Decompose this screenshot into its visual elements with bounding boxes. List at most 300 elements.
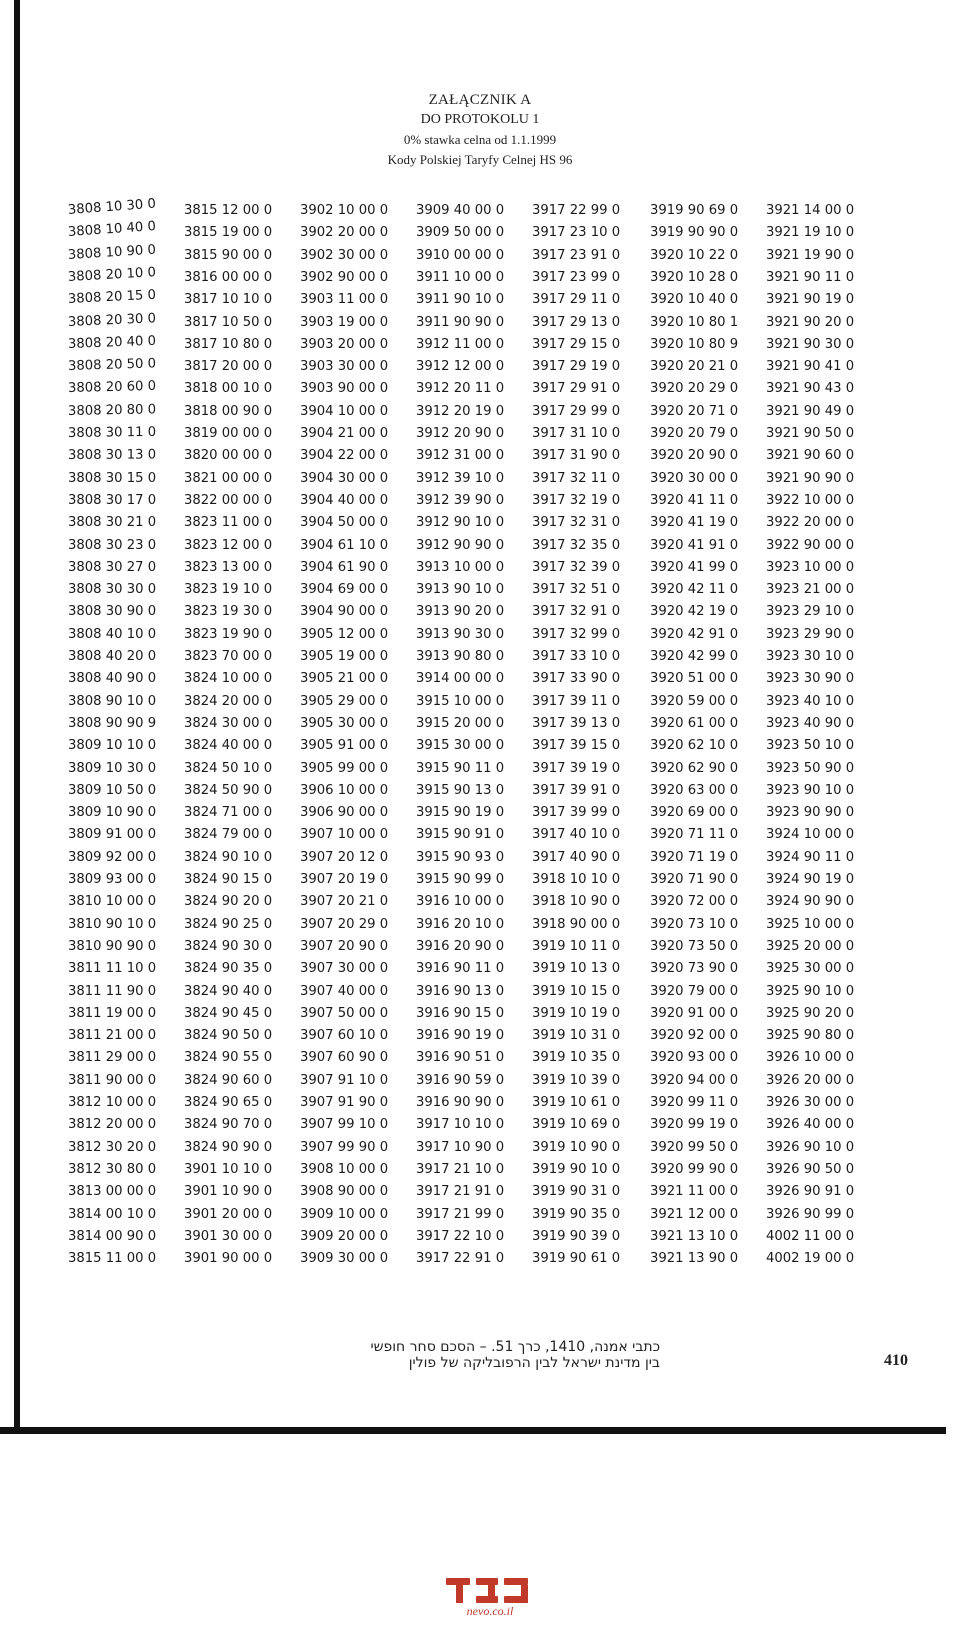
tariff-code: 3811 19 00 0 (68, 1005, 157, 1021)
tariff-code: 3907 20 12 0 (300, 849, 389, 865)
tariff-code: 3917 29 99 0 (532, 403, 621, 419)
tariff-code: 3920 42 11 0 (650, 582, 739, 598)
tariff-code: 3926 90 91 0 (766, 1184, 855, 1200)
tariff-code: 3823 70 00 0 (184, 649, 273, 664)
tariff-code: 3919 90 61 0 (532, 1251, 621, 1267)
tariff-code: 3917 31 10 0 (532, 426, 621, 441)
tariff-code: 3917 32 35 0 (532, 537, 621, 553)
tariff-code: 3908 10 00 0 (300, 1161, 389, 1177)
tariff-code: 3809 10 10 0 (68, 738, 157, 754)
tariff-code: 3922 90 00 0 (766, 537, 855, 553)
tariff-code: 3920 71 90 0 (650, 872, 739, 887)
tariff-code: 3808 10 40 0 (67, 219, 157, 241)
tariff-code: 3920 71 19 0 (650, 849, 739, 865)
tariff-code: 3917 21 99 0 (416, 1206, 505, 1222)
tariff-code: 3916 20 10 0 (416, 916, 505, 932)
tariff-code: 3911 90 10 0 (416, 292, 505, 308)
tariff-code: 3823 12 00 0 (184, 537, 273, 553)
tariff-code: 3808 20 15 0 (67, 287, 157, 308)
tariff-code: 3926 90 10 0 (766, 1139, 855, 1155)
tariff-code: 3905 12 00 0 (300, 626, 389, 642)
tariff-code: 3824 90 15 0 (184, 872, 273, 887)
tariff-code: 3808 30 17 0 (68, 492, 157, 508)
tariff-code: 3810 90 10 0 (68, 916, 157, 932)
tariff-code: 3917 39 11 0 (532, 693, 621, 709)
nevo-logo[interactable] (438, 1570, 538, 1620)
tariff-code: 3920 94 00 0 (650, 1072, 739, 1088)
tariff-code: 3824 71 00 0 (184, 805, 273, 821)
tariff-code: 3926 90 99 0 (766, 1206, 855, 1222)
tariff-code: 3903 19 00 0 (300, 314, 389, 330)
tariff-code: 3905 19 00 0 (300, 649, 389, 664)
tariff-code: 3920 20 79 0 (650, 426, 739, 441)
tariff-code: 3917 29 11 0 (532, 292, 621, 308)
tariff-code: 3817 10 50 0 (184, 314, 273, 330)
tariff-code: 3915 90 13 0 (416, 782, 505, 798)
tariff-code: 3919 10 15 0 (532, 983, 621, 999)
tariff-code: 3917 39 99 0 (532, 805, 621, 821)
tariff-code: 3923 30 90 0 (766, 671, 855, 687)
tariff-code: 3824 90 50 0 (184, 1028, 273, 1044)
tariff-code: 3907 30 00 0 (300, 961, 389, 977)
tariff-code: 3921 90 49 0 (766, 403, 855, 419)
tariff-code: 3923 29 90 0 (766, 626, 855, 642)
tariff-code: 3920 99 50 0 (650, 1139, 739, 1155)
tariff-code: 3920 61 00 0 (650, 715, 739, 731)
tariff-code: 3817 10 80 0 (184, 336, 273, 352)
tariff-code: 3919 10 39 0 (532, 1072, 621, 1088)
tariff-code: 3824 90 25 0 (184, 916, 273, 932)
tariff-code: 3910 00 00 0 (416, 247, 505, 263)
tariff-code: 3917 22 10 0 (416, 1228, 505, 1244)
tariff-code: 3904 22 00 0 (300, 448, 389, 464)
tariff-code: 3902 90 00 0 (300, 269, 389, 285)
tariff-code: 3917 29 91 0 (532, 381, 621, 397)
tariff-code: 3901 10 10 0 (184, 1161, 273, 1177)
tariff-code: 3905 91 00 0 (300, 738, 389, 754)
tariff-code: 3903 90 00 0 (300, 381, 389, 397)
tariff-code: 3912 90 10 0 (416, 515, 505, 531)
tariff-code: 3921 11 00 0 (650, 1184, 739, 1200)
tariff-code: 3905 29 00 0 (300, 693, 389, 709)
tariff-code: 3917 31 90 0 (532, 448, 621, 464)
tariff-code: 3919 90 10 0 (532, 1161, 621, 1177)
tariff-code: 3811 11 90 0 (68, 983, 157, 999)
tariff-code: 3907 91 90 0 (300, 1095, 389, 1110)
tariff-code: 3808 40 90 0 (68, 671, 157, 687)
tariff-code: 3916 20 90 0 (416, 938, 505, 954)
tariff-code: 3923 90 90 0 (766, 805, 855, 821)
tariff-code: 3915 10 00 0 (416, 693, 505, 709)
tariff-code: 3920 73 10 0 (650, 916, 739, 932)
tariff-code: 3912 90 90 0 (416, 537, 505, 553)
tariff-code: 3925 90 20 0 (766, 1005, 855, 1021)
tariff-code: 3808 20 80 0 (67, 402, 157, 419)
tariff-code: 3824 90 10 0 (184, 849, 273, 865)
tariff-code: 3815 19 00 0 (184, 225, 273, 241)
tariff-code: 3921 90 19 0 (766, 292, 855, 308)
tariff-code: 3921 19 10 0 (766, 225, 855, 241)
tariff-code: 3922 20 00 0 (766, 515, 855, 531)
tariff-code: 3820 00 00 0 (184, 448, 273, 464)
tariff-code: 3905 99 00 0 (300, 760, 389, 776)
tariff-code: 3917 29 19 0 (532, 359, 621, 375)
tariff-code: 3912 20 19 0 (416, 403, 505, 419)
tariff-code: 3822 00 00 0 (184, 492, 273, 508)
nevo-logo-text: nevo.co.il (466, 1604, 514, 1618)
tariff-code: 3921 90 43 0 (766, 381, 855, 397)
tariff-code: 3919 10 11 0 (532, 938, 621, 954)
tariff-code: 3920 72 00 0 (650, 894, 739, 910)
tariff-code: 3824 90 30 0 (184, 938, 273, 954)
tariff-code: 3809 91 00 0 (68, 827, 157, 843)
tariff-code: 3824 90 65 0 (184, 1095, 273, 1110)
tariff-code: 3808 20 60 0 (67, 379, 157, 397)
tariff-code: 3824 90 90 0 (184, 1139, 273, 1155)
tariff-code: 4002 11 00 0 (766, 1228, 855, 1244)
tariff-code: 3920 99 19 0 (650, 1117, 739, 1133)
tariff-code: 3919 10 69 0 (532, 1117, 621, 1133)
tariff-code: 3817 10 10 0 (184, 292, 273, 308)
tariff-code: 3909 10 00 0 (300, 1206, 389, 1222)
tariff-code: 3814 00 10 0 (68, 1206, 157, 1222)
tariff-code: 3904 90 00 0 (300, 604, 389, 620)
tariff-code: 3818 00 10 0 (184, 381, 273, 397)
tariff-code: 3924 10 00 0 (766, 827, 855, 843)
tariff-code: 3920 42 91 0 (650, 626, 739, 642)
tariff-code: 3924 90 19 0 (766, 872, 855, 887)
tariff-code: 3920 63 00 0 (650, 782, 739, 798)
tariff-code: 3919 10 35 0 (532, 1050, 621, 1066)
tariff-code: 3919 10 31 0 (532, 1028, 621, 1044)
tariff-code: 3920 10 80 1 (650, 314, 739, 330)
tariff-code: 3920 20 71 0 (650, 403, 739, 419)
tariff-code: 3920 41 11 0 (650, 492, 739, 508)
tariff-code: 3920 10 40 0 (650, 292, 739, 308)
tariff-code: 3915 30 00 0 (416, 738, 505, 754)
tariff-code: 3913 10 00 0 (416, 559, 505, 575)
tariff-code: 3925 90 10 0 (766, 983, 855, 999)
tariff-code: 3921 90 11 0 (766, 269, 855, 285)
tariff-code: 3920 20 90 0 (650, 448, 739, 464)
tariff-code: 3824 40 00 0 (184, 738, 273, 754)
tariff-code: 3812 30 20 0 (68, 1139, 157, 1155)
tariff-code: 3808 30 30 0 (68, 582, 157, 598)
tariff-code: 3824 90 20 0 (184, 894, 273, 910)
tariff-code: 3904 61 90 0 (300, 559, 389, 575)
tariff-code: 3808 40 10 0 (68, 626, 157, 642)
document-header (300, 90, 660, 170)
tariff-code: 3917 10 10 0 (416, 1117, 505, 1133)
tariff-codes-line: Kody Polskiej Taryfy Celnej HS 96 (387, 152, 573, 167)
tariff-code: 3917 39 13 0 (532, 715, 621, 731)
tariff-code: 3913 90 30 0 (416, 626, 505, 642)
tariff-code: 3923 29 10 0 (766, 604, 855, 620)
tariff-code-table (67, 196, 908, 1312)
tariff-code: 3815 90 00 0 (184, 247, 273, 263)
tariff-code: 3917 21 10 0 (416, 1161, 505, 1177)
tariff-code: 3911 10 00 0 (416, 269, 505, 285)
tariff-code: 3824 90 40 0 (184, 983, 273, 999)
tariff-code: 3926 90 50 0 (766, 1161, 855, 1177)
tariff-code: 3919 10 19 0 (532, 1005, 621, 1021)
tariff-code: 3907 60 10 0 (300, 1028, 389, 1044)
tariff-code: 3810 90 90 0 (68, 938, 157, 954)
tariff-code: 3917 39 91 0 (532, 782, 621, 798)
tariff-code: 3920 30 00 0 (650, 470, 739, 486)
tariff-code: 3920 51 00 0 (650, 671, 739, 687)
tariff-code: 3918 90 00 0 (532, 916, 621, 932)
tariff-code: 3808 90 90 9 (68, 715, 157, 731)
tariff-code: 3920 92 00 0 (650, 1028, 739, 1044)
tariff-code: 3923 30 10 0 (766, 649, 855, 664)
tariff-code: 3920 10 22 0 (650, 247, 739, 263)
tariff-code: 3921 90 30 0 (766, 336, 855, 352)
tariff-code: 3920 73 90 0 (650, 961, 739, 977)
tariff-code: 3917 29 13 0 (532, 314, 621, 330)
tariff-code: 3904 21 00 0 (300, 426, 389, 441)
tariff-code: 3824 20 00 0 (184, 693, 273, 709)
tariff-code: 3817 20 00 0 (184, 359, 273, 375)
tariff-code: 3819 00 00 0 (184, 426, 273, 441)
tariff-code: 3904 40 00 0 (300, 492, 389, 508)
tariff-code: 3901 30 00 0 (184, 1228, 273, 1244)
tariff-code: 3904 10 00 0 (300, 403, 389, 419)
tariff-code: 3812 30 80 0 (68, 1161, 157, 1177)
tariff-code: 3920 79 00 0 (650, 983, 739, 999)
tariff-code: 3916 90 19 0 (416, 1028, 505, 1044)
tariff-code: 3816 00 00 0 (184, 269, 273, 285)
tariff-code: 4002 19 00 0 (766, 1251, 855, 1267)
tariff-code: 3907 20 21 0 (300, 894, 389, 910)
tariff-code: 3909 40 00 0 (416, 203, 505, 218)
tariff-code: 3905 21 00 0 (300, 671, 389, 687)
tariff-code: 3920 41 19 0 (650, 515, 739, 531)
tariff-code: 3925 10 00 0 (766, 916, 855, 932)
tariff-code: 3808 20 30 0 (67, 310, 157, 330)
tariff-code: 3926 10 00 0 (766, 1050, 855, 1066)
tariff-code: 3823 19 10 0 (184, 582, 273, 598)
tariff-code: 3904 61 10 0 (300, 537, 389, 553)
tariff-code: 3902 20 00 0 (300, 225, 389, 241)
tariff-code: 3916 90 15 0 (416, 1005, 505, 1021)
tariff-code: 3923 40 10 0 (766, 693, 855, 709)
tariff-code: 3808 90 10 0 (68, 693, 157, 709)
tariff-code: 3921 90 90 0 (766, 470, 855, 486)
tariff-code: 3912 31 00 0 (416, 448, 505, 464)
tariff-code: 3919 90 39 0 (532, 1228, 621, 1244)
tariff-code: 3809 92 00 0 (68, 849, 157, 865)
tariff-code: 3920 41 99 0 (650, 559, 739, 575)
tariff-code: 3811 11 10 0 (68, 961, 157, 977)
tariff-code: 3907 91 10 0 (300, 1072, 389, 1088)
tariff-code: 3919 90 90 0 (650, 225, 739, 241)
tariff-code: 3901 10 90 0 (184, 1184, 273, 1200)
tariff-code: 3917 33 90 0 (532, 671, 621, 687)
tariff-code: 3808 30 23 0 (68, 537, 157, 553)
tariff-code: 3919 90 31 0 (532, 1184, 621, 1200)
tariff-code: 3903 20 00 0 (300, 336, 389, 352)
tariff-code: 3921 90 50 0 (766, 426, 855, 441)
tariff-code: 3915 90 11 0 (416, 760, 505, 776)
tariff-code: 3901 90 00 0 (184, 1251, 273, 1267)
tariff-code: 3824 90 35 0 (184, 961, 273, 977)
bottom-scan-border (0, 1427, 946, 1434)
tariff-code: 3912 11 00 0 (416, 336, 505, 352)
tariff-code: 3815 12 00 0 (184, 203, 273, 218)
tariff-code: 3907 50 00 0 (300, 1005, 389, 1021)
tariff-code: 3824 79 00 0 (184, 827, 273, 843)
tariff-code: 3912 39 10 0 (416, 470, 505, 486)
tariff-code: 3914 00 00 0 (416, 671, 505, 687)
tariff-code: 3901 20 00 0 (184, 1206, 273, 1222)
tariff-code: 3903 11 00 0 (300, 292, 389, 308)
footer-citation: כתבי אמנה, 1410, כרך 51. – הסכם סחר חופשי בין מדינת ישראל לבין הרפובליקה של פולין (370, 1339, 660, 1371)
tariff-code: 3907 20 19 0 (300, 872, 389, 887)
tariff-code: 3926 20 00 0 (766, 1072, 855, 1088)
tariff-code: 3917 39 19 0 (532, 760, 621, 776)
tariff-code: 3916 90 59 0 (416, 1072, 505, 1088)
tariff-code: 3907 10 00 0 (300, 827, 389, 843)
annex-title: ZAŁĄCZNIK A (428, 92, 532, 108)
tariff-code: 3809 93 00 0 (68, 872, 157, 887)
tariff-code: 3823 19 30 0 (184, 604, 273, 620)
tariff-code: 3925 20 00 0 (766, 938, 855, 954)
tariff-code: 3913 90 20 0 (416, 604, 505, 620)
tariff-code: 3923 50 10 0 (766, 738, 855, 754)
tariff-code: 3812 20 00 0 (68, 1117, 157, 1133)
tariff-code: 3916 10 00 0 (416, 894, 505, 910)
tariff-code: 3923 40 90 0 (766, 715, 855, 731)
protocol-subtitle: DO PROTOKOLU 1 (420, 112, 540, 127)
tariff-code: 3905 30 00 0 (300, 715, 389, 731)
tariff-code: 3824 90 60 0 (184, 1072, 273, 1088)
tariff-code: 3917 23 99 0 (532, 269, 621, 285)
tariff-code: 3808 30 21 0 (68, 515, 157, 531)
tariff-code: 3824 30 00 0 (184, 715, 273, 731)
tariff-code: 3907 40 00 0 (300, 983, 389, 999)
tariff-code: 3920 99 90 0 (650, 1161, 739, 1177)
tariff-code: 3917 32 39 0 (532, 559, 621, 575)
tariff-code: 3917 22 99 0 (532, 203, 621, 218)
tariff-code: 3918 10 10 0 (532, 872, 621, 887)
tariff-code: 3913 90 10 0 (416, 582, 505, 598)
tariff-code: 3920 62 10 0 (650, 738, 739, 754)
tariff-code: 3917 32 91 0 (532, 604, 621, 620)
tariff-code: 3808 30 11 0 (67, 424, 157, 441)
tariff-code: 3808 40 20 0 (68, 649, 157, 664)
tariff-code: 3904 50 00 0 (300, 515, 389, 531)
tariff-code: 3920 71 11 0 (650, 827, 739, 843)
tariff-code: 3923 50 90 0 (766, 760, 855, 776)
tariff-code: 3808 10 90 0 (67, 242, 157, 263)
tariff-code: 3921 90 41 0 (766, 359, 855, 375)
tariff-code: 3912 39 90 0 (416, 492, 505, 508)
tariff-code: 3917 33 10 0 (532, 649, 621, 664)
tariff-code: 3919 10 13 0 (532, 961, 621, 977)
page-number: 410 (884, 1352, 908, 1369)
tariff-code: 3917 29 15 0 (532, 336, 621, 352)
tariff-code: 3917 23 91 0 (532, 247, 621, 263)
tariff-code: 3808 20 40 0 (67, 333, 157, 352)
tariff-code: 3912 20 90 0 (416, 426, 505, 441)
tariff-code: 3814 00 90 0 (68, 1228, 157, 1244)
tariff-code: 3907 99 10 0 (300, 1117, 389, 1133)
tariff-code: 3809 10 30 0 (68, 760, 157, 776)
tariff-code: 3921 13 90 0 (650, 1251, 739, 1267)
tariff-code: 3920 42 99 0 (650, 649, 739, 664)
tariff-code: 3920 62 90 0 (650, 760, 739, 776)
tariff-code: 3904 30 00 0 (300, 470, 389, 486)
tariff-code: 3909 20 00 0 (300, 1228, 389, 1244)
tariff-code: 3921 12 00 0 (650, 1206, 739, 1222)
tariff-code: 3906 10 00 0 (300, 782, 389, 798)
tariff-code: 3912 12 00 0 (416, 359, 505, 375)
tariff-code: 3919 90 35 0 (532, 1206, 621, 1222)
tariff-code: 3920 73 50 0 (650, 938, 739, 954)
tariff-code: 3915 90 99 0 (416, 872, 505, 887)
tariff-code: 3917 10 90 0 (416, 1139, 505, 1155)
tariff-code: 3903 30 00 0 (300, 359, 389, 375)
tariff-code: 3808 30 13 0 (67, 447, 157, 464)
tariff-code: 3812 10 00 0 (68, 1095, 157, 1110)
tariff-code: 3824 90 55 0 (184, 1050, 273, 1066)
tariff-code: 3808 20 50 0 (67, 356, 157, 375)
tariff-code: 3811 21 00 0 (68, 1028, 157, 1044)
tariff-code: 3921 90 20 0 (766, 314, 855, 330)
tariff-code: 3916 90 13 0 (416, 983, 505, 999)
tariff-code: 3917 21 91 0 (416, 1184, 505, 1200)
tariff-code: 3824 10 00 0 (184, 671, 273, 687)
tariff-code: 3924 90 11 0 (766, 849, 855, 865)
tariff-code: 3920 42 19 0 (650, 604, 739, 620)
tariff-code: 3925 30 00 0 (766, 961, 855, 977)
left-scan-border (14, 0, 20, 1434)
tariff-code: 3907 99 90 0 (300, 1139, 389, 1155)
tariff-code: 3823 19 90 0 (184, 626, 273, 642)
tariff-code: 3902 30 00 0 (300, 247, 389, 263)
tariff-code: 3921 14 00 0 (766, 203, 855, 218)
tariff-code: 3920 20 29 0 (650, 381, 739, 397)
tariff-code: 3809 10 50 0 (68, 782, 157, 798)
tariff-code: 3913 90 80 0 (416, 649, 505, 664)
tariff-code: 3911 90 90 0 (416, 314, 505, 330)
tariff-code: 3926 30 00 0 (766, 1095, 855, 1110)
tariff-code: 3926 40 00 0 (766, 1117, 855, 1133)
tariff-code: 3923 10 00 0 (766, 559, 855, 575)
tariff-code: 3907 20 90 0 (300, 938, 389, 954)
tariff-code: 3823 13 00 0 (184, 559, 273, 575)
tariff-code: 3808 30 90 0 (68, 604, 157, 620)
tariff-code: 3904 69 00 0 (300, 582, 389, 598)
tariff-code: 3813 00 00 0 (68, 1184, 157, 1200)
tariff-code: 3920 99 11 0 (650, 1095, 739, 1110)
tariff-code: 3920 41 91 0 (650, 537, 739, 553)
tariff-code: 3923 21 00 0 (766, 582, 855, 598)
tariff-code: 3907 20 29 0 (300, 916, 389, 932)
tariff-code: 3918 10 90 0 (532, 894, 621, 910)
tariff-code: 3917 32 99 0 (532, 626, 621, 642)
tariff-code: 3925 90 80 0 (766, 1028, 855, 1044)
tariff-code: 3920 10 80 9 (650, 336, 739, 352)
tariff-code: 3824 90 70 0 (184, 1117, 273, 1133)
tariff-code: 3907 60 90 0 (300, 1050, 389, 1066)
tariff-code: 3915 90 93 0 (416, 849, 505, 865)
tariff-code: 3920 93 00 0 (650, 1050, 739, 1066)
tariff-code: 3811 90 00 0 (68, 1072, 157, 1088)
tariff-code: 3915 90 19 0 (416, 805, 505, 821)
tariff-code: 3922 10 00 0 (766, 492, 855, 508)
